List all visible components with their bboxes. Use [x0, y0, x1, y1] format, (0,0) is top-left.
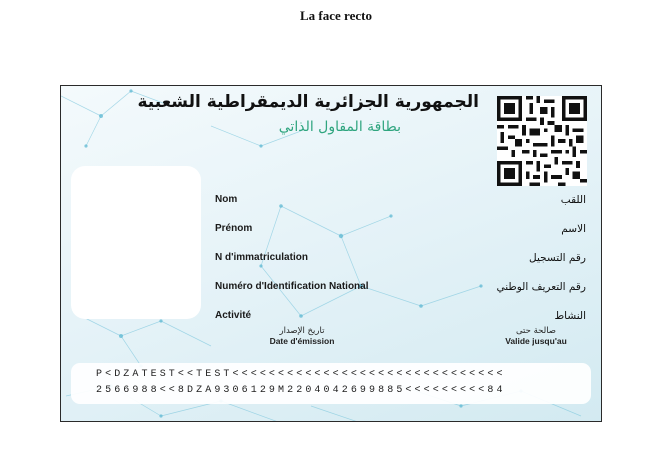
field-label-ar-nom: اللقب — [560, 194, 586, 206]
card-title-arabic: الجمهورية الجزائرية الديمقراطية الشعبية — [137, 92, 479, 112]
field-label-ar-prenom: الاسم — [561, 223, 586, 235]
field-label-activite: Activité — [215, 310, 252, 321]
qr-code-icon — [497, 95, 587, 187]
page-title: La face recto — [300, 8, 372, 23]
field-label-prenom: Prénom — [215, 223, 253, 234]
field-label-nom: Nom — [215, 194, 238, 205]
card-subtitle-arabic: بطاقة المقاول الذاتي — [278, 119, 401, 135]
field-label-nin: Numéro d'Identification National — [215, 281, 369, 292]
field-label-immatriculation: N d'immatriculation — [215, 252, 308, 263]
valid-until-ar: صالحة حتى — [515, 326, 557, 336]
field-label-ar-immatriculation: رقم التسجيل — [529, 252, 586, 264]
field-label-ar-activite: النشاط — [554, 310, 586, 322]
photo-placeholder — [71, 166, 201, 319]
mrz-line-2: 2566988<<8DZA9306129M2204042699885<<<<<<<<<84 — [96, 385, 506, 396]
date-emission-label — [247, 326, 357, 346]
mrz-zone — [71, 363, 591, 404]
valid-until-fr: Valide jusqu'au — [505, 336, 567, 346]
date-emission-fr: Date d'émission — [269, 336, 335, 346]
valid-until-label — [481, 326, 591, 346]
date-emission-ar: تاريخ الإصدار — [279, 326, 325, 336]
field-label-ar-nin: رقم التعريف الوطني — [496, 281, 586, 293]
mrz-line-1: P<DZATEST<<TEST<<<<<<<<<<<<<<<<<<<<<<<<<<<<<< — [96, 369, 506, 380]
id-card — [60, 85, 602, 422]
